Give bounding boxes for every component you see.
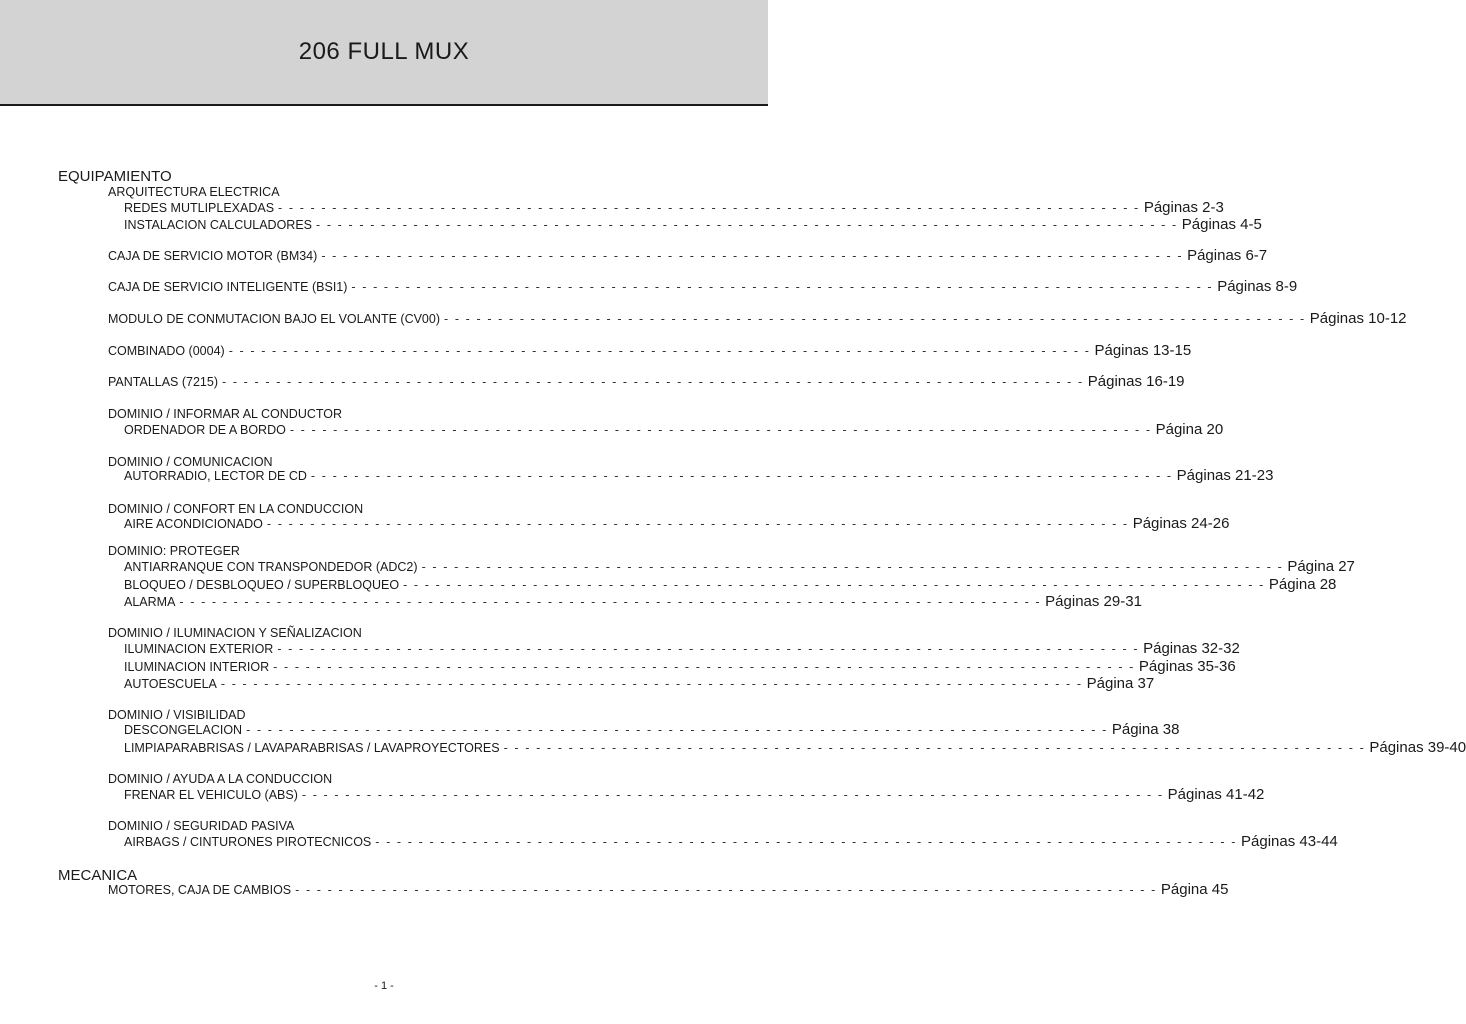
toc-entry[interactable] [124, 593, 1142, 610]
dot-leader: - - - - - - - - - - - - - - - - - - - - - - - - - - - - - - - - - - - - - - - - - - - - - - - - - - - - - - - - - - - - - - - - - - - - - - - - - - - - - - - - [316, 218, 1178, 232]
toc-entry[interactable] [124, 658, 1236, 675]
toc-entry-label: ILUMINACION EXTERIOR [124, 642, 274, 656]
toc-entry[interactable] [124, 739, 1466, 756]
dot-leader: - - - - - - - - - - - - - - - - - - - - - - - - - - - - - - - - - - - - - - - - - - - - - - - - - - - - - - - - - - - - - - - - - - - - - - - - - - - - - - - - [421, 560, 1284, 574]
toc-entry[interactable] [124, 640, 1240, 657]
page-header [0, 0, 768, 106]
toc-entry-label: REDES MUTLIPLEXADAS [124, 201, 275, 215]
toc-entry-page: Página 37 [1086, 675, 1155, 692]
toc-entry-page: Páginas 4-5 [1181, 216, 1262, 233]
dot-leader: - - - - - - - - - - - - - - - - - - - - - - - - - - - - - - - - - - - - - - - - - - - - - - - - - - - - - - - - - - - - - - - - - - - - - - - - - - - - - - - - [321, 249, 1184, 263]
group-heading-comunicacion: DOMINIO / COMUNICACION [108, 455, 273, 469]
toc-entry-label: AUTORRADIO, LECTOR DE CD [124, 469, 307, 483]
toc-entry[interactable] [124, 199, 1224, 216]
toc-entry-page: Páginas 32-32 [1143, 640, 1240, 657]
toc-entry-page: Páginas 35-36 [1138, 658, 1236, 675]
toc-entry-page: Página 20 [1155, 421, 1224, 438]
document-title: 206 FULL MUX [298, 38, 470, 65]
toc-entry-label: AUTOESCUELA [124, 677, 217, 691]
dot-leader: - - - - - - - - - - - - - - - - - - - - - - - - - - - - - - - - - - - - - - - - - - - - - - - - - - - - - - - - - - - - - - - - - - - - - - - - - - - - - - - - [301, 788, 1164, 802]
toc-entry-page: Páginas 2-3 [1143, 199, 1224, 216]
group-heading-seguridad: DOMINIO / SEGURIDAD PASIVA [108, 819, 295, 833]
toc-entry-label: DESCONGELACION [124, 723, 243, 737]
toc-entry-label: PANTALLAS (7215) [108, 375, 219, 389]
group-heading-proteger: DOMINIO: PROTEGER [108, 544, 240, 558]
dot-leader: - - - - - - - - - - - - - - - - - - - - - - - - - - - - - - - - - - - - - - - - - - - - - - - - - - - - - - - - - - - - - - - - - - - - - - - - - - - - - - - - [310, 469, 1173, 483]
toc-entry-page: Páginas 29-31 [1045, 593, 1142, 610]
toc-entry-page: Página 28 [1268, 576, 1337, 593]
toc-entry-page: Páginas 8-9 [1217, 278, 1298, 295]
toc-entry[interactable] [108, 247, 1268, 264]
dot-leader: - - - - - - - - - - - - - - - - - - - - - - - - - - - - - - - - - - - - - - - - - - - - - - - - - - - - - - - - - - - - - - - - - - - - - - - - - - - - - - - - [289, 423, 1152, 437]
dot-leader: - - - - - - - - - - - - - - - - - - - - - - - - - - - - - - - - - - - - - - - - - - - - - - - - - - - - - - - - - - - - - - - - - - - - - - - - - - - - - - - - [403, 578, 1265, 592]
toc-entry-label: CAJA DE SERVICIO MOTOR (BM34) [108, 249, 318, 263]
toc-entry-page: Páginas 41-42 [1167, 786, 1265, 803]
group-heading-arquitectura: ARQUITECTURA ELECTRICA [108, 185, 280, 199]
toc-entry[interactable] [124, 421, 1224, 438]
toc-entry-page: Páginas 13-15 [1094, 342, 1192, 359]
toc-entry-label: MOTORES, CAJA DE CAMBIOS [108, 883, 292, 897]
dot-leader: - - - - - - - - - - - - - - - - - - - - - - - - - - - - - - - - - - - - - - - - - - - - - - - - - - - - - - - - - - - - - - - - - - - - - - - - - - - - - - - - [228, 344, 1091, 358]
toc-entry-label: AIRE ACONDICIONADO [124, 517, 263, 531]
toc-entry-page: Páginas 10-12 [1309, 310, 1407, 327]
toc-entry[interactable] [108, 373, 1185, 390]
group-heading-visibilidad: DOMINIO / VISIBILIDAD [108, 708, 246, 722]
toc-entry[interactable] [124, 467, 1274, 484]
toc-entry[interactable] [108, 342, 1192, 359]
toc-entry-page: Página 45 [1160, 881, 1229, 898]
dot-leader: - - - - - - - - - - - - - - - - - - - - - - - - - - - - - - - - - - - - - - - - - - - - - - - - - - - - - - - - - - - - - - - - - - - - - - - - - - - - - - - - [295, 883, 1157, 897]
group-heading-iluminacion: DOMINIO / ILUMINACION Y SEÑALIZACION [108, 626, 362, 640]
toc-entry-page: Páginas 6-7 [1187, 247, 1268, 264]
toc-entry[interactable] [124, 833, 1338, 850]
toc-entry[interactable] [124, 515, 1230, 532]
toc-entry[interactable] [108, 310, 1407, 327]
dot-leader: - - - - - - - - - - - - - - - - - - - - - - - - - - - - - - - - - - - - - - - - - - - - - - - - - - - - - - - - - - - - - - - - - - - - - - - - - - - - - - - - [444, 312, 1306, 326]
dot-leader: - - - - - - - - - - - - - - - - - - - - - - - - - - - - - - - - - - - - - - - - - - - - - - - - - - - - - - - - - - - - - - - - - - - - - - - - - - - - - - - - [179, 595, 1042, 609]
toc-entry-page: Páginas 43-44 [1241, 833, 1338, 850]
dot-leader: - - - - - - - - - - - - - - - - - - - - - - - - - - - - - - - - - - - - - - - - - - - - - - - - - - - - - - - - - - - - - - - - - - - - - - - - - - - - - - - - [503, 741, 1366, 755]
toc-entry-label: COMBINADO (0004) [108, 344, 225, 358]
toc-entry-page: Página 38 [1111, 721, 1180, 738]
toc-entry-label: FRENAR EL VEHICULO (ABS) [124, 788, 298, 802]
toc-entry[interactable] [124, 576, 1337, 593]
toc-entry-label: ILUMINACION INTERIOR [124, 660, 270, 674]
toc-entry-label: ANTIARRANQUE CON TRANSPONDEDOR (ADC2) [124, 560, 418, 574]
toc-entry-page: Página 27 [1287, 558, 1355, 575]
dot-leader: - - - - - - - - - - - - - - - - - - - - - - - - - - - - - - - - - - - - - - - - - - - - - - - - - - - - - - - - - - - - - - - - - - - - - - - - - - - - - - - - [273, 660, 1135, 674]
dot-leader: - - - - - - - - - - - - - - - - - - - - - - - - - - - - - - - - - - - - - - - - - - - - - - - - - - - - - - - - - - - - - - - - - - - - - - - - - - - - - - - - [266, 517, 1129, 531]
toc-entry-page: Páginas 24-26 [1132, 515, 1230, 532]
dot-leader: - - - - - - - - - - - - - - - - - - - - - - - - - - - - - - - - - - - - - - - - - - - - - - - - - - - - - - - - - - - - - - - - - - - - - - - - - - - - - - - - [375, 835, 1238, 849]
dot-leader: - - - - - - - - - - - - - - - - - - - - - - - - - - - - - - - - - - - - - - - - - - - - - - - - - - - - - - - - - - - - - - - - - - - - - - - - - - - - - - - - [246, 723, 1108, 737]
group-heading-confort: DOMINIO / CONFORT EN LA CONDUCCION [108, 502, 364, 516]
dot-leader: - - - - - - - - - - - - - - - - - - - - - - - - - - - - - - - - - - - - - - - - - - - - - - - - - - - - - - - - - - - - - - - - - - - - - - - - - - - - - - - - [222, 375, 1084, 389]
toc-entry[interactable] [108, 278, 1298, 295]
toc-entry-label: CAJA DE SERVICIO INTELIGENTE (BSI1) [108, 280, 348, 294]
toc-entry[interactable] [124, 216, 1262, 233]
toc-entry-page: Páginas 39-40 [1369, 739, 1466, 756]
toc-entry-page: Páginas 16-19 [1087, 373, 1185, 390]
group-heading-informar: DOMINIO / INFORMAR AL CONDUCTOR [108, 407, 343, 421]
group-heading-ayuda: DOMINIO / AYUDA A LA CONDUCCION [108, 772, 333, 786]
toc-entry[interactable] [124, 786, 1265, 803]
toc-entry-label: ALARMA [124, 595, 176, 609]
dot-leader: - - - - - - - - - - - - - - - - - - - - - - - - - - - - - - - - - - - - - - - - - - - - - - - - - - - - - - - - - - - - - - - - - - - - - - - - - - - - - - - - [277, 642, 1140, 656]
section-heading-mecanica: MECANICA [58, 867, 138, 884]
toc-entry-label: MODULO DE CONMUTACION BAJO EL VOLANTE (CV00) [108, 312, 440, 326]
page-number: - 1 - [374, 980, 394, 992]
toc-entry-label: BLOQUEO / DESBLOQUEO / SUPERBLOQUEO [124, 578, 400, 592]
toc-entry[interactable] [108, 881, 1229, 898]
toc-entry-label: AIRBAGS / CINTURONES PIROTECNICOS [124, 835, 372, 849]
toc-entry[interactable] [124, 675, 1155, 692]
toc-entry-page: Páginas 21-23 [1176, 467, 1274, 484]
dot-leader: - - - - - - - - - - - - - - - - - - - - - - - - - - - - - - - - - - - - - - - - - - - - - - - - - - - - - - - - - - - - - - - - - - - - - - - - - - - - - - - - [278, 201, 1140, 215]
toc-entry-label: INSTALACION CALCULADORES [124, 218, 313, 232]
toc-entry[interactable] [124, 721, 1180, 738]
toc-entry-label: ORDENADOR DE A BORDO [124, 423, 286, 437]
section-heading-equipamiento: EQUIPAMIENTO [58, 168, 172, 185]
toc-entry-label: LIMPIAPARABRISAS / LAVAPARABRISAS / LAVAPROYECTORES [124, 741, 500, 755]
dot-leader: - - - - - - - - - - - - - - - - - - - - - - - - - - - - - - - - - - - - - - - - - - - - - - - - - - - - - - - - - - - - - - - - - - - - - - - - - - - - - - - - [220, 677, 1083, 691]
dot-leader: - - - - - - - - - - - - - - - - - - - - - - - - - - - - - - - - - - - - - - - - - - - - - - - - - - - - - - - - - - - - - - - - - - - - - - - - - - - - - - - - [351, 280, 1214, 294]
toc-entry[interactable] [124, 558, 1355, 575]
